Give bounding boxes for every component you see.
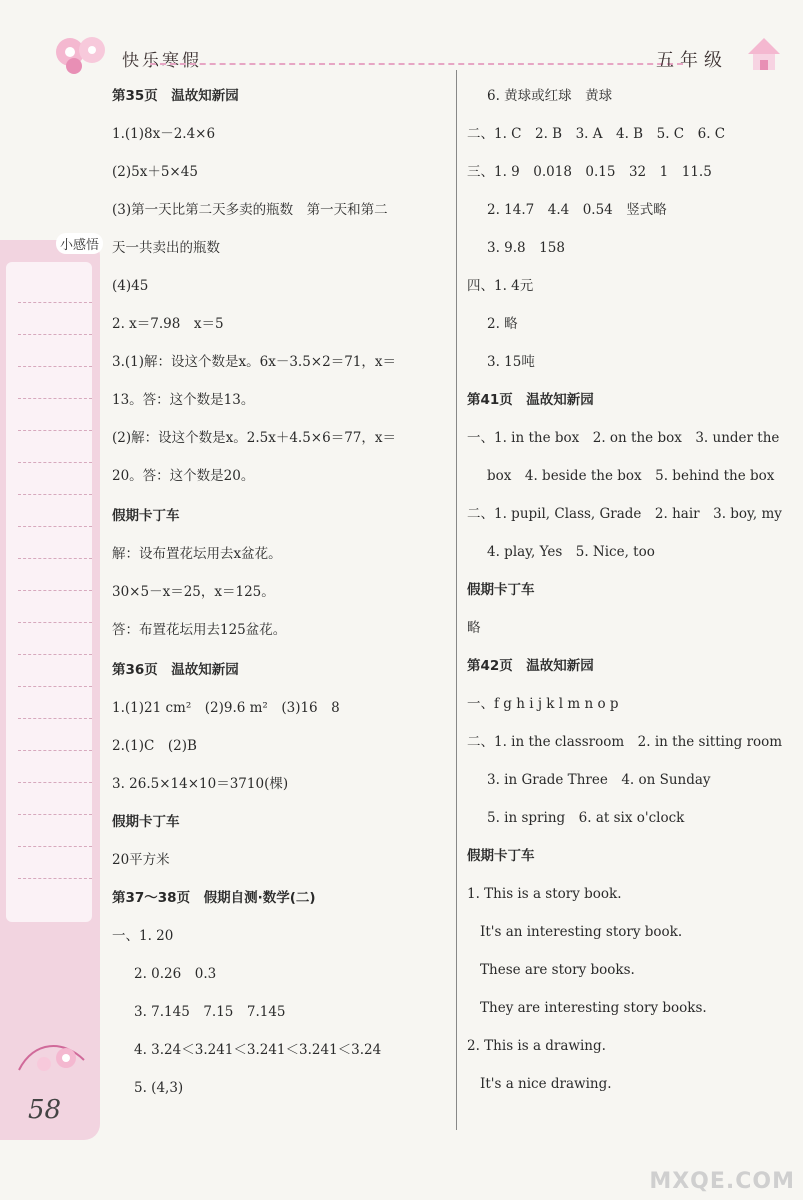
- right-line: 1. This is a story book.: [467, 886, 622, 902]
- notes-sidebar: [0, 240, 100, 1140]
- book-title: 快乐寒假: [122, 51, 202, 71]
- left-line: 3.(1)解：设这个数是x。6x－3.5×2＝71，x＝: [112, 354, 396, 370]
- right-line: 第42页 温故知新园: [467, 658, 594, 674]
- right-line: 5. in spring 6. at six o'clock: [487, 810, 685, 826]
- right-line: 二、1. in the classroom 2. in the sitting room: [467, 734, 783, 750]
- page-header: [0, 0, 803, 90]
- right-line: 6. 黄球或红球 黄球: [487, 88, 613, 104]
- flower-ornament-icon: [14, 1030, 94, 1090]
- right-line: 二、1. C 2. B 3. A 4. B 5. C 6. C: [467, 126, 726, 142]
- left-line: (2)5x＋5×45: [112, 164, 198, 180]
- left-line: 第37～38页 假期自测·数学(二): [112, 890, 316, 906]
- right-line: 略: [467, 620, 481, 636]
- left-line: 2. 0.26 0.3: [134, 966, 217, 982]
- left-line: 一、1. 20: [112, 928, 174, 944]
- right-line: 2. 略: [487, 316, 518, 332]
- right-line: These are story books.: [480, 962, 635, 978]
- left-line: (2)解：设这个数是x。2.5x＋4.5×6＝77，x＝: [112, 430, 396, 446]
- left-line: 2.(1)C (2)B: [112, 738, 197, 754]
- right-line: It's a nice drawing.: [480, 1076, 612, 1092]
- right-line: 3. 15吨: [487, 354, 535, 370]
- notes-area: [6, 262, 92, 922]
- right-line: They are interesting story books.: [480, 1000, 707, 1016]
- right-line: 3. 9.8 158: [487, 240, 565, 256]
- left-line: 20平方米: [112, 852, 170, 868]
- right-line: It's an interesting story book.: [480, 924, 683, 940]
- right-line: 一、1. in the box 2. on the box 3. under the: [467, 430, 780, 446]
- page-number: 58: [28, 1095, 62, 1125]
- left-line: (4)45: [112, 278, 149, 294]
- left-line: 20。答：这个数是20。: [112, 468, 255, 484]
- right-line: box 4. beside the box 5. behind the box: [487, 468, 775, 484]
- column-divider: [456, 70, 457, 1130]
- right-line: 三、1. 9 0.018 0.15 32 1 11.5: [467, 164, 712, 180]
- left-line: 1.(1)21 cm² (2)9.6 m² (3)16 8: [112, 700, 340, 716]
- notes-label: 小感悟: [56, 233, 103, 254]
- flower-decoration-icon: [52, 30, 122, 80]
- left-line: 1.(1)8x－2.4×6: [112, 126, 216, 142]
- left-line: 4. 3.24＜3.241＜3.241＜3.241＜3.24: [134, 1042, 382, 1058]
- right-line: 四、1. 4元: [467, 278, 534, 294]
- right-line: 假期卡丁车: [467, 848, 535, 864]
- watermark: MXQE.COM: [649, 1169, 795, 1194]
- right-line: 假期卡丁车: [467, 582, 535, 598]
- left-line: 30×5－x＝25，x＝125。: [112, 584, 275, 600]
- header-divider: [150, 63, 683, 65]
- right-line: 二、1. pupil, Class, Grade 2. hair 3. boy, my: [467, 506, 782, 522]
- right-line: 2. This is a drawing.: [467, 1038, 606, 1054]
- house-icon: [744, 34, 784, 74]
- left-line: 天一共卖出的瓶数: [112, 240, 220, 256]
- left-line: 5. (4,3): [134, 1080, 184, 1096]
- left-line: 2. x＝7.98 x＝5: [112, 316, 224, 332]
- left-line: 假期卡丁车: [112, 508, 180, 524]
- left-line: 13。答：这个数是13。: [112, 392, 255, 408]
- right-line: 4. play, Yes 5. Nice, too: [487, 544, 655, 560]
- left-line: (3)第一天比第二天多卖的瓶数 第一天和第二: [112, 202, 388, 218]
- left-line: 答：布置花坛用去125盆花。: [112, 622, 287, 638]
- left-line: 3. 26.5×14×10＝3710(棵): [112, 776, 289, 792]
- grade-label: 五年级: [656, 50, 728, 71]
- right-line: 3. in Grade Three 4. on Sunday: [487, 772, 711, 788]
- right-line: 第41页 温故知新园: [467, 392, 594, 408]
- right-line: 2. 14.7 4.4 0.54 竖式略: [487, 202, 667, 218]
- left-line: 3. 7.145 7.15 7.145: [134, 1004, 286, 1020]
- left-line: 第36页 温故知新园: [112, 662, 239, 678]
- left-line: 假期卡丁车: [112, 814, 180, 830]
- left-line: 解：设布置花坛用去x盆花。: [112, 546, 282, 562]
- right-line: 一、f g h i j k l m n o p: [467, 696, 619, 712]
- left-line: 第35页 温故知新园: [112, 88, 239, 104]
